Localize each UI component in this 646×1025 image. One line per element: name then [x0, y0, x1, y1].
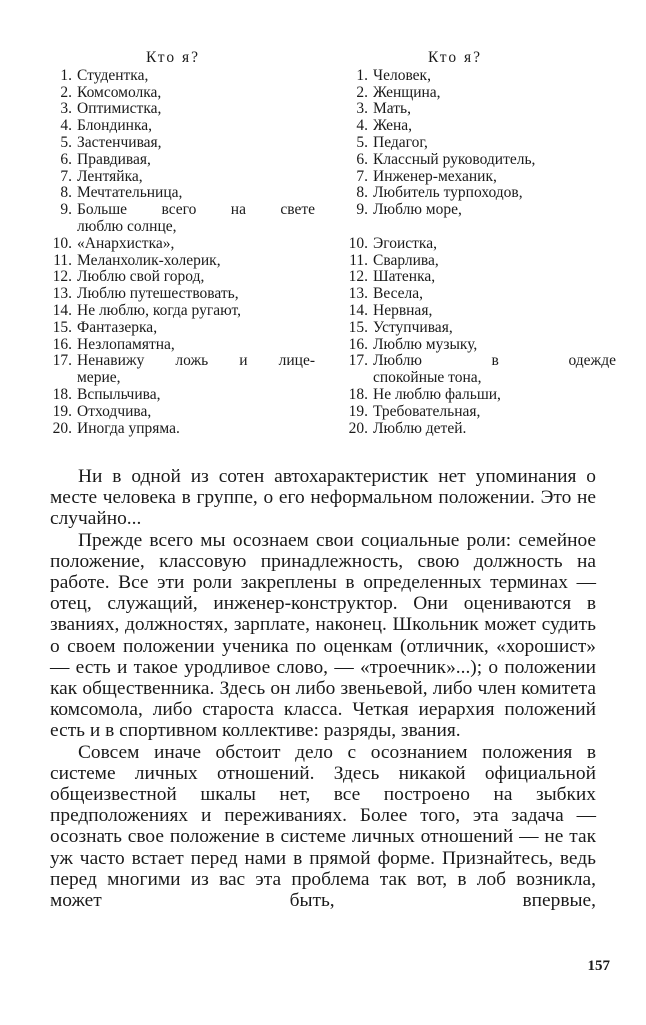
item-text-line: Люблю в одежде	[373, 352, 616, 370]
item-text-line: Люблю музыку,	[373, 335, 478, 353]
item-number: 7.	[356, 167, 368, 185]
item-text-line: Люблю море,	[373, 201, 462, 219]
item-number: 18.	[52, 385, 72, 403]
item-text-continuation: люблю солнце,	[77, 217, 177, 235]
list-item	[346, 253, 616, 270]
list-item	[346, 152, 616, 169]
item-number: 3.	[356, 100, 368, 118]
list-item	[346, 286, 616, 303]
left-column-title: Кто я?	[146, 49, 200, 66]
item-number: 18.	[348, 385, 368, 403]
item-number: 8.	[356, 184, 368, 202]
list-item	[346, 236, 616, 253]
item-text-line: Педагог,	[373, 133, 428, 151]
item-number: 8.	[60, 184, 72, 202]
item-text-line: Блондинка,	[77, 117, 153, 135]
list-item	[346, 337, 616, 354]
item-number: 13.	[52, 285, 72, 303]
item-text-line: Женщина,	[373, 83, 441, 101]
list-item	[346, 387, 616, 404]
item-number: 6.	[356, 150, 368, 168]
list-item	[50, 202, 315, 236]
item-number: 20.	[52, 419, 72, 437]
item-number: 9.	[356, 201, 368, 219]
item-text-line: Не люблю фальши,	[373, 385, 501, 403]
list-item	[50, 303, 315, 320]
item-text	[77, 101, 315, 118]
list-item	[346, 404, 616, 421]
item-text	[373, 404, 616, 421]
item-text-line: Иногда упряма.	[77, 419, 180, 437]
item-number: 16.	[348, 335, 368, 353]
item-text-line: «Анархистка»,	[77, 234, 175, 252]
list-item	[50, 353, 315, 387]
item-text-line: Отходчива,	[77, 402, 152, 420]
list-item	[346, 68, 616, 85]
item-number: 7.	[60, 167, 72, 185]
item-text	[373, 85, 616, 102]
body-text	[50, 466, 596, 911]
list-item	[50, 337, 315, 354]
item-number: 17.	[348, 352, 368, 370]
item-text-line: Правдивая,	[77, 150, 151, 168]
item-text-line: Инженер-механик,	[373, 167, 497, 185]
item-text	[373, 337, 616, 354]
item-number: 16.	[52, 335, 72, 353]
item-text-line: Комсомолка,	[77, 83, 162, 101]
list-item	[346, 101, 616, 118]
item-text-line: Классный руководитель,	[373, 150, 536, 168]
item-text-line: Студентка,	[77, 66, 149, 84]
item-text-line: Застенчивая,	[77, 133, 162, 151]
item-text-line: Меланхолик-холерик,	[77, 251, 221, 269]
list-item	[346, 303, 616, 320]
paragraph-1: Ни в одной из сотен автохарактеристик нет упоминания о месте человека в группе, о его неформальном положении. Это не случайно...	[50, 466, 596, 530]
item-text	[77, 421, 315, 438]
item-text-line: Ненавижу ложь и лице-	[77, 352, 315, 370]
item-text	[373, 169, 616, 186]
list-item	[346, 202, 616, 219]
item-text-line: Уступчивая,	[373, 318, 453, 336]
item-text-line: Весела,	[373, 285, 424, 303]
list-item	[346, 135, 616, 152]
list-item	[346, 320, 616, 337]
item-text	[77, 303, 315, 320]
item-number: 13.	[348, 285, 368, 303]
list-item	[50, 421, 315, 438]
list-item	[346, 185, 616, 202]
item-number: 20.	[348, 419, 368, 437]
right-column-title: Кто я?	[428, 49, 482, 66]
item-text-continuation: мерие,	[77, 369, 121, 387]
item-text	[77, 68, 315, 85]
list-spacer	[346, 219, 616, 236]
item-text-line: Шатенка,	[373, 268, 436, 286]
list-item	[346, 118, 616, 135]
item-text	[77, 353, 315, 387]
item-number: 3.	[60, 100, 72, 118]
left-column	[50, 50, 315, 437]
list-item	[50, 404, 315, 421]
list-item	[346, 421, 616, 438]
list-item	[50, 135, 315, 152]
item-text-line: Мечтательница,	[77, 184, 183, 202]
list-item	[346, 169, 616, 186]
item-text	[373, 269, 616, 286]
item-text-line: Нервная,	[373, 301, 433, 319]
item-number: 11.	[53, 251, 72, 269]
list-item	[346, 85, 616, 102]
item-text	[373, 421, 616, 438]
item-text	[77, 236, 315, 253]
list-item	[50, 152, 315, 169]
right-list	[346, 68, 616, 438]
item-text	[373, 68, 616, 85]
item-number: 19.	[348, 402, 368, 420]
left-list	[50, 68, 315, 438]
item-number: 5.	[356, 133, 368, 151]
item-text	[373, 387, 616, 404]
item-text	[77, 152, 315, 169]
item-text-line: Сварлива,	[373, 251, 439, 269]
item-text	[77, 185, 315, 202]
list-item	[346, 353, 616, 387]
item-text-line: Жена,	[373, 117, 413, 135]
list-item	[50, 68, 315, 85]
item-text-line: Не люблю, когда ругают,	[77, 301, 241, 319]
item-number: 9.	[60, 201, 72, 219]
item-text-line: Лентяйка,	[77, 167, 143, 185]
item-text	[373, 202, 616, 219]
page-number: 157	[587, 958, 610, 974]
item-text	[77, 253, 315, 270]
item-text	[373, 185, 616, 202]
item-text	[77, 169, 315, 186]
item-text-line: Требовательная,	[373, 402, 481, 420]
list-item	[50, 253, 315, 270]
item-number: 15.	[348, 318, 368, 336]
item-number: 4.	[60, 117, 72, 135]
item-text	[373, 353, 616, 387]
item-text	[77, 286, 315, 303]
item-text	[77, 269, 315, 286]
item-text-line: Люблю детей.	[373, 419, 467, 437]
item-text	[373, 253, 616, 270]
item-text-line: Любитель турпоходов,	[373, 184, 523, 202]
item-text-line: Незлопамятна,	[77, 335, 175, 353]
list-item	[50, 269, 315, 286]
list-item	[50, 387, 315, 404]
list-item	[50, 286, 315, 303]
item-text-line: Мать,	[373, 100, 411, 118]
item-number: 12.	[348, 268, 368, 286]
item-text-line: Эгоистка,	[373, 234, 437, 252]
item-number: 15.	[52, 318, 72, 336]
item-number: 1.	[356, 66, 368, 84]
item-text	[77, 202, 315, 236]
item-number: 14.	[52, 301, 72, 319]
item-number: 5.	[60, 133, 72, 151]
item-text	[373, 303, 616, 320]
item-number: 17.	[52, 352, 72, 370]
item-text-line: Вспыльчива,	[77, 385, 161, 403]
item-text	[77, 135, 315, 152]
item-number: 12.	[52, 268, 72, 286]
right-column	[346, 50, 616, 437]
item-text-line: Больше всего на свете	[77, 201, 315, 219]
list-item	[50, 169, 315, 186]
item-text	[77, 85, 315, 102]
item-text-continuation: спокойные тона,	[373, 369, 482, 387]
item-number: 11.	[349, 251, 368, 269]
item-text-line: Оптимистка,	[77, 100, 162, 118]
list-item	[50, 320, 315, 337]
item-text	[373, 101, 616, 118]
item-number: 14.	[348, 301, 368, 319]
item-number: 10.	[52, 234, 72, 252]
paragraph-2: Прежде всего мы осознаем свои социальные роли: семейное положение, классовую принадлежность, свою должность на работе. Все эти роли закреплены в определенных терминах — отец, служащий, инженер-конструктор. Они оцениваются в званиях, должностях, зарплате, наконец. Школьник может судить о своем положении ученика по оценкам (отличник, «хорошист» — есть и такое уродливое слово, — «троечник»...); о положении как общественника. Здесь он либо звеньевой, либо член комитета комсомола, либо староста класса. Четкая иерархия положений есть и в спортивном коллективе: разряды, звания.	[50, 529, 596, 742]
item-text-line: Фантазерка,	[77, 318, 158, 336]
item-text-line: Человек,	[373, 66, 431, 84]
item-number: 2.	[356, 83, 368, 101]
item-text	[77, 337, 315, 354]
list-item	[50, 101, 315, 118]
list-item	[346, 269, 616, 286]
list-item	[50, 236, 315, 253]
item-text-line: Люблю путешествовать,	[77, 285, 239, 303]
item-number: 4.	[356, 117, 368, 135]
item-number: 1.	[60, 66, 72, 84]
item-text-line: Люблю свой город,	[77, 268, 205, 286]
item-number: 6.	[60, 150, 72, 168]
item-text	[77, 320, 315, 337]
item-number: 10.	[348, 234, 368, 252]
item-number: 2.	[60, 83, 72, 101]
list-item	[50, 118, 315, 135]
item-text	[77, 404, 315, 421]
item-text	[373, 152, 616, 169]
item-text	[373, 286, 616, 303]
item-text	[373, 320, 616, 337]
item-text	[77, 118, 315, 135]
item-text	[373, 135, 616, 152]
item-number: 19.	[52, 402, 72, 420]
list-item	[50, 185, 315, 202]
paragraph-3: Совсем иначе обстоит дело с осознанием положения в системе личных отношений. Здесь никакой официальной общеизвестной шкалы нет, все построено на зыбких предположениях и переживаниях. Более того, эта задача — осознать свое положение в системе личных отношений — не так уж часто встает перед нами в прямой форме. Признайтесь, ведь перед многими из вас эта проблема так вот, в лоб возникла, может быть, впервые,	[50, 741, 596, 912]
item-text	[373, 236, 616, 253]
item-text	[373, 118, 616, 135]
list-item	[50, 85, 315, 102]
item-text	[77, 387, 315, 404]
